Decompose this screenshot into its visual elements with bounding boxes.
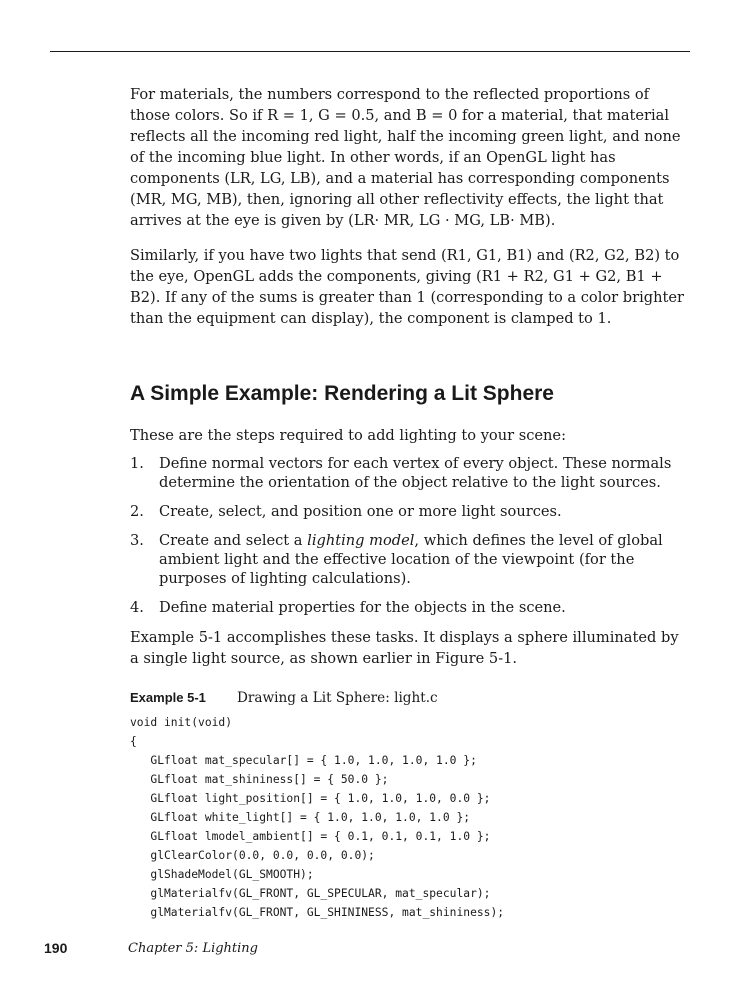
code-line: GLfloat mat_shininess[] = { 50.0 }; <box>130 773 389 786</box>
step-number: 1. <box>130 455 144 472</box>
steps-intro: These are the steps required to add lighting to your scene: <box>130 427 566 444</box>
header-rule <box>50 51 690 52</box>
code-block <box>130 713 690 922</box>
list-item <box>130 454 690 492</box>
step-text-after: , which defines the level of global ambient light and the effective location of the viewpoint (for the purposes of lighting calculations). <box>159 532 663 587</box>
code-line: GLfloat light_position[] = { 1.0, 1.0, 1.0, 0.0 }; <box>130 792 491 805</box>
example-paragraph: Example 5-1 accomplishes these tasks. It displays a sphere illuminated by a single light source, as shown earlier in Figure 5-1. <box>130 629 679 667</box>
lighting-model-term: lighting model <box>307 532 415 549</box>
step-text: Create, select, and position one or more light sources. <box>159 503 562 520</box>
steps-list <box>130 454 690 617</box>
step-number: 4. <box>130 599 144 616</box>
list-item <box>130 531 690 588</box>
paragraph-materials: For materials, the numbers correspond to the reflected proportions of those colors. So if R = 1, G = 0.5, and B = 0 for a material, that material reflects all the incoming red light, half the incoming green light, and none of the incoming blue light. In other words, if an OpenGL light has components (LR, LG, LB), and a material has corresponding components (MR, MG, MB), then, ignoring all other reflectivity effects, the light that arrives at the eye is given by (LR· MR, LG · MG, LB· MB). <box>130 86 681 229</box>
step-text: Define normal vectors for each vertex of every object. These normals determine the orientation of the object relative to the light sources. <box>159 455 672 491</box>
list-item <box>130 502 690 521</box>
code-line: GLfloat lmodel_ambient[] = { 0.1, 0.1, 0.1, 1.0 }; <box>130 830 491 843</box>
code-line: glClearColor(0.0, 0.0, 0.0, 0.0); <box>130 849 375 862</box>
code-line: { <box>130 735 137 748</box>
code-line: GLfloat mat_specular[] = { 1.0, 1.0, 1.0, 1.0 }; <box>130 754 477 767</box>
code-line: glMaterialfv(GL_FRONT, GL_SHININESS, mat_shininess); <box>130 906 505 919</box>
example-label: Example 5-1 <box>130 690 206 705</box>
code-line: glShadeModel(GL_SMOOTH); <box>130 868 314 881</box>
step-text <box>159 532 663 587</box>
code-line: glMaterialfv(GL_FRONT, GL_SPECULAR, mat_specular); <box>130 887 491 900</box>
step-text: Define material properties for the objects in the scene. <box>159 599 566 616</box>
list-item <box>130 598 690 617</box>
step-number: 3. <box>130 532 144 549</box>
code-line: void init(void) <box>130 716 233 729</box>
page-content <box>130 84 690 922</box>
example-caption <box>130 689 690 707</box>
code-line: GLfloat white_light[] = { 1.0, 1.0, 1.0, 1.0 }; <box>130 811 471 824</box>
example-title: Drawing a Lit Sphere: light.c <box>237 690 438 706</box>
page-number: 190 <box>44 940 68 956</box>
chapter-title: Chapter 5: Lighting <box>128 941 258 956</box>
step-number: 2. <box>130 503 144 520</box>
step-text-before: Create and select a <box>159 532 308 549</box>
paragraph-two-lights: Similarly, if you have two lights that send (R1, G1, B1) and (R2, G2, B2) to the eye, OpenGL adds the components, giving (R1 + R2, G1 + G2, B1 + B2). If any of the sums is greater than 1 (corresponding to a color brighter than the equipment can display), the component is clamped to 1. <box>130 247 684 327</box>
section-heading: A Simple Example: Rendering a Lit Sphere <box>130 382 554 405</box>
